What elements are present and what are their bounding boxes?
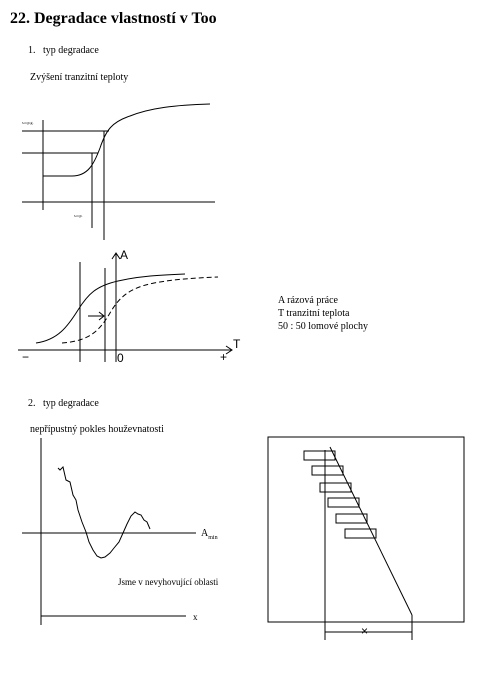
- fig1-label-upper: s.o.p.g.: [22, 120, 34, 125]
- fig3-x-label: x: [193, 612, 198, 622]
- region-text: Jsme v nevyhovující oblasti: [118, 577, 219, 587]
- fig2-y-label: A: [120, 248, 129, 262]
- fig4-block: [345, 529, 376, 538]
- section2-number: 2.: [28, 398, 36, 409]
- fig2-zero-label: 0: [117, 351, 124, 365]
- fig4-dimension-marker: ×: [361, 624, 369, 638]
- fig2-plus-label: +: [220, 350, 228, 364]
- section1-subheading: Zvýšení tranzitní teploty: [30, 72, 129, 83]
- amin-sub: min: [208, 535, 218, 541]
- fig4-block: [304, 451, 335, 460]
- fig4-block: [312, 466, 343, 475]
- page-title: 22. Degradace vlastností v Too: [10, 10, 217, 27]
- fig4-diagonal: [330, 447, 412, 615]
- fig2-x-label: T: [233, 337, 241, 351]
- legend-item: T tranzitní teplota: [278, 308, 350, 319]
- legend-item: A rázová práce: [278, 295, 338, 306]
- fig4-block: [328, 498, 359, 507]
- section2-heading-text: typ degradace: [43, 398, 99, 409]
- legend-item: 50 : 50 lomové plochy: [278, 321, 368, 332]
- fig4-block: [336, 514, 367, 523]
- section1-number: 1.: [28, 45, 36, 56]
- fig2-minus-label: −: [22, 350, 30, 364]
- section2-subheading: nepřípustný pokles houževnatosti: [30, 424, 164, 435]
- section1-heading-text: typ degradace: [43, 45, 99, 56]
- fig1-label-lower: s.o.p.: [74, 213, 83, 218]
- amin-main: A: [201, 528, 209, 539]
